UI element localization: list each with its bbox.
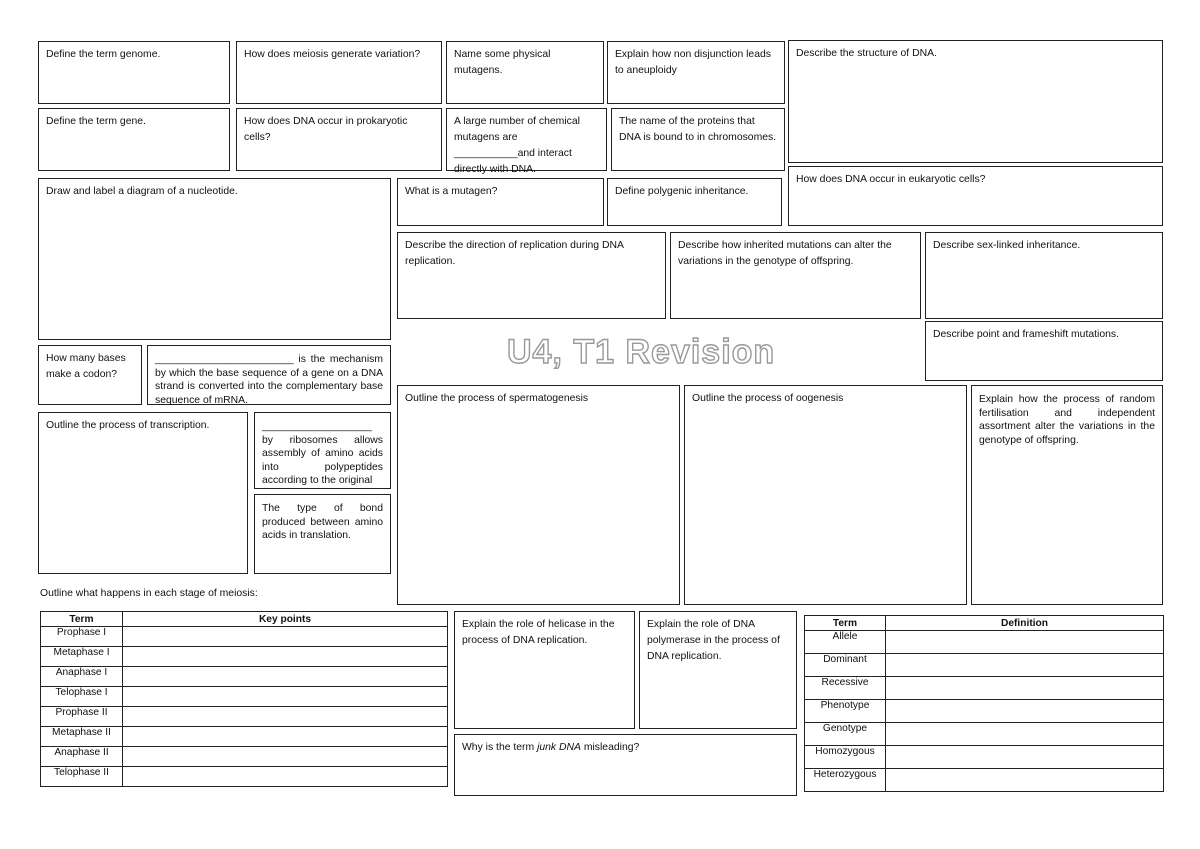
table-row (805, 700, 1164, 723)
stage-term: Telophase I (41, 687, 123, 707)
stage-key-points[interactable] (123, 687, 448, 707)
non-disjunction-text: Explain how non disjunction leads to aneuploidy (615, 49, 771, 76)
chemical-mutagens-text: A large number of chemical mutagens are ___________and interact directly with DNA. (454, 116, 580, 175)
terms-table (804, 615, 1164, 792)
polygenic-prompt (607, 178, 782, 226)
stage-term: Anaphase I (41, 667, 123, 687)
terms-definition-header: Definition (886, 616, 1164, 631)
oogenesis-text: Outline the process of oogenesis (692, 393, 844, 404)
terms-term-header: Term (805, 616, 886, 631)
junk-dna-prompt (454, 734, 797, 796)
meiosis-variation-text: How does meiosis generate variation? (244, 49, 421, 60)
table-row (805, 723, 1164, 746)
sex-linked-prompt (925, 232, 1163, 319)
genetics-term: Recessive (805, 677, 886, 700)
helicase-prompt (454, 611, 635, 729)
nucleotide-diagram-prompt (38, 178, 391, 340)
peptide-bond-prompt (254, 494, 391, 574)
stage-term: Prophase II (41, 707, 123, 727)
stage-term: Telophase II (41, 767, 123, 787)
inherited-mutations-text: Describe how inherited mutations can alter the variations in the genotype of offspring. (678, 240, 892, 267)
table-row (41, 687, 448, 707)
term-definition[interactable] (886, 746, 1164, 769)
genetics-term: Allele (805, 631, 886, 654)
term-definition[interactable] (886, 723, 1164, 746)
stage-term: Anaphase II (41, 747, 123, 767)
stage-key-points[interactable] (123, 647, 448, 667)
random-fertilisation-prompt (971, 385, 1163, 605)
point-frameshift-prompt (925, 321, 1163, 381)
table-row (41, 707, 448, 727)
stage-key-points[interactable] (123, 627, 448, 647)
eukaryotic-dna-text: How does DNA occur in eukaryotic cells? (796, 174, 986, 185)
stage-term: Prophase I (41, 627, 123, 647)
eukaryotic-dna-prompt (788, 166, 1163, 226)
replication-direction-prompt (397, 232, 666, 319)
genetics-term: Phenotype (805, 700, 886, 723)
table-row (805, 746, 1164, 769)
stage-key-points[interactable] (123, 747, 448, 767)
table-row (41, 747, 448, 767)
table-row (805, 631, 1164, 654)
prokaryotic-dna-prompt (236, 108, 442, 171)
genetics-term: Dominant (805, 654, 886, 677)
junk-dna-text-pre: Why is the term (462, 742, 538, 753)
stage-term: Metaphase I (41, 647, 123, 667)
term-definition[interactable] (886, 631, 1164, 654)
table-row (41, 667, 448, 687)
table-row (805, 654, 1164, 677)
prokaryotic-dna-text: How does DNA occur in prokaryotic cells? (244, 116, 408, 143)
gene-text: Define the term gene. (46, 116, 146, 127)
dna-structure-text: Describe the structure of DNA. (796, 48, 937, 59)
meiosis-table (40, 611, 448, 787)
physical-mutagens-prompt (446, 41, 604, 104)
random-fertilisation-text: Explain how the process of random fertilisation and independent assortment alter the variations in the genotype of offspring. (979, 394, 1155, 446)
sex-linked-text: Describe sex-linked inheritance. (933, 240, 1081, 251)
inherited-mutations-prompt (670, 232, 921, 319)
dna-structure-prompt (788, 40, 1163, 163)
page-title: U4, T1 Revision (507, 333, 776, 371)
replication-direction-text: Describe the direction of replication during DNA replication. (405, 240, 624, 267)
genetics-term: Genotype (805, 723, 886, 746)
genome-prompt (38, 41, 230, 104)
transcription-text: Outline the process of transcription. (46, 420, 210, 431)
table-row (41, 727, 448, 747)
stage-term: Metaphase II (41, 727, 123, 747)
polygenic-text: Define polygenic inheritance. (615, 186, 749, 197)
genetics-term: Heterozygous (805, 769, 886, 792)
term-definition[interactable] (886, 769, 1164, 792)
table-row (41, 627, 448, 647)
mutagen-prompt (397, 178, 604, 226)
nucleotide-diagram-text: Draw and label a diagram of a nucleotide. (46, 186, 238, 197)
transcription-blank-text: ________________________ is the mechanism by which the base sequence of a gene on a DNA strand is converted into the complementary base sequence of mRNA. (155, 354, 383, 406)
spermatogenesis-prompt (397, 385, 680, 605)
meiosis-table-header (41, 612, 448, 627)
transcription-prompt (38, 412, 248, 574)
chromosome-proteins-prompt (611, 108, 785, 171)
stage-key-points[interactable] (123, 707, 448, 727)
term-definition[interactable] (886, 654, 1164, 677)
genetics-term: Homozygous (805, 746, 886, 769)
codon-bases-prompt (38, 345, 142, 405)
helicase-text: Explain the role of helicase in the process of DNA replication. (462, 619, 615, 646)
meiosis-keypoints-header: Key points (123, 612, 448, 627)
chromosome-proteins-text: The name of the proteins that DNA is bound to in chromosomes. (619, 116, 777, 143)
stage-key-points[interactable] (123, 767, 448, 787)
terms-table-header (805, 616, 1164, 631)
meiosis-term-header: Term (41, 612, 123, 627)
codon-bases-text: How many bases make a codon? (46, 353, 126, 380)
peptide-bond-text: The type of bond produced between amino acids in translation. (262, 503, 383, 542)
table-row (805, 677, 1164, 700)
term-definition[interactable] (886, 677, 1164, 700)
junk-dna-term: junk DNA (537, 742, 581, 753)
mutagen-text: What is a mutagen? (405, 186, 498, 197)
meiosis-variation-prompt (236, 41, 442, 104)
table-row (805, 769, 1164, 792)
polymerase-prompt (639, 611, 797, 729)
junk-dna-text-post: misleading? (580, 742, 640, 753)
physical-mutagens-text: Name some physical mutagens. (454, 49, 551, 76)
translation-blank-prompt (254, 412, 391, 489)
table-row (41, 767, 448, 787)
table-row (41, 647, 448, 667)
stage-key-points[interactable] (123, 727, 448, 747)
transcription-blank-prompt (147, 345, 391, 405)
chemical-mutagens-prompt (446, 108, 607, 175)
term-definition[interactable] (886, 700, 1164, 723)
genome-text: Define the term genome. (46, 49, 161, 60)
spermatogenesis-text: Outline the process of spermatogenesis (405, 393, 589, 404)
polymerase-text: Explain the role of DNA polymerase in the process of DNA replication. (647, 619, 780, 662)
translation-blank-text: ___________________ by ribosomes allows assembly of amino acids into polypeptides according to the original (262, 421, 383, 487)
non-disjunction-prompt (607, 41, 785, 104)
gene-prompt (38, 108, 230, 171)
oogenesis-prompt (684, 385, 967, 605)
point-frameshift-text: Describe point and frameshift mutations. (933, 329, 1119, 340)
meiosis-label: Outline what happens in each stage of meiosis: (40, 588, 258, 599)
stage-key-points[interactable] (123, 667, 448, 687)
